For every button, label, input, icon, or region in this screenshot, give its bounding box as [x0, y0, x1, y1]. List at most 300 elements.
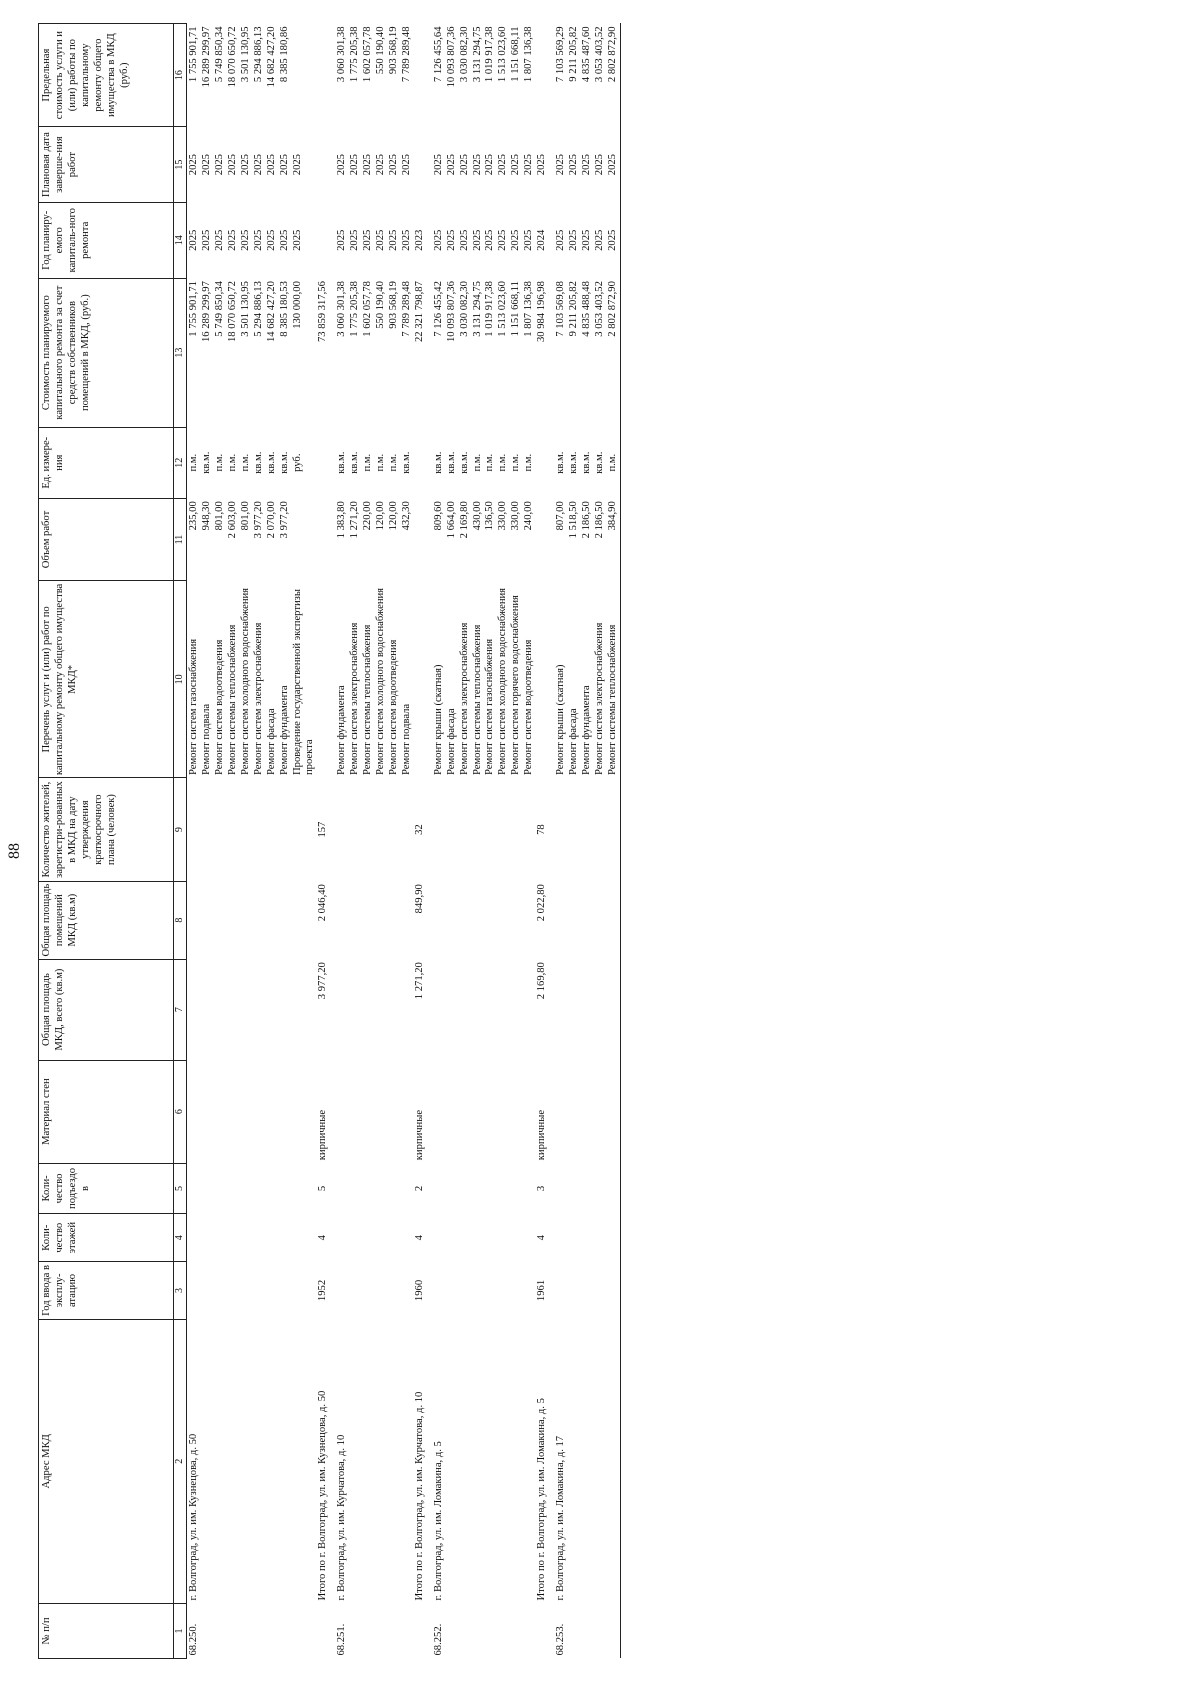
- cell-col-12: кв.м.: [458, 451, 470, 474]
- cell-col-4: [201, 1214, 214, 1262]
- cell-col-9: [388, 778, 401, 881]
- cell-col-12: кв.м.: [555, 451, 567, 474]
- cell-col-11: 1 518,50: [568, 501, 579, 539]
- cell-col-15: 2025: [580, 154, 592, 176]
- cell-col-8: 2 022,80: [536, 884, 548, 922]
- cell-col-12: п.м.: [226, 453, 238, 472]
- column-number-9: 9: [174, 778, 187, 881]
- cell-col-16: 14 682 427,20: [265, 26, 277, 88]
- cell-col-2: [201, 1319, 214, 1603]
- cell-col-13: 7 126 455,42: [432, 281, 444, 337]
- cell-col-9: [459, 778, 472, 881]
- cell-col-9: [349, 778, 362, 881]
- cell-col-6: [497, 1060, 510, 1163]
- cell-col-4: 4: [317, 1235, 329, 1241]
- cell-col-10: [536, 581, 549, 778]
- table-row: [568, 24, 581, 1659]
- column-number-3: 3: [174, 1262, 187, 1319]
- cell-col-13: 1 775 205,38: [349, 281, 361, 337]
- cell-col-11: 430,00: [471, 501, 483, 531]
- cell-col-6: [292, 1060, 318, 1163]
- cell-col-7: [362, 959, 375, 1060]
- cell-col-15: 2025: [568, 154, 579, 176]
- cell-col-3: [201, 1262, 214, 1319]
- cell-col-1: [240, 1603, 253, 1658]
- cell-col-6: [388, 1060, 401, 1163]
- cell-col-8: [484, 881, 497, 959]
- cell-col-13: 3 060 301,38: [336, 281, 348, 337]
- cell-col-14: 2025: [510, 229, 522, 251]
- cell-col-7: [459, 959, 472, 1060]
- cell-col-7: 3 977,20: [317, 962, 329, 1000]
- cell-col-5: 5: [317, 1185, 329, 1192]
- cell-col-4: [388, 1214, 401, 1262]
- cell-col-1: [568, 1603, 581, 1658]
- cell-col-2: [401, 1319, 414, 1603]
- cell-col-16: [536, 24, 549, 127]
- cell-col-11: 2 186,50: [580, 501, 592, 539]
- cell-col-4: [253, 1214, 266, 1262]
- cell-col-15: 2025: [239, 154, 251, 176]
- cell-col-11: 801,00: [239, 501, 251, 531]
- cell-col-2: [510, 1319, 523, 1603]
- cell-col-5: [433, 1163, 446, 1213]
- cell-col-14: 2025: [497, 229, 509, 251]
- column-header-15: Плановая дата заверше-ния работ: [39, 127, 174, 203]
- cell-col-1: [414, 1603, 427, 1658]
- cell-col-2: [607, 1319, 620, 1603]
- cell-col-4: [336, 1214, 349, 1262]
- cell-col-3: 1961: [536, 1279, 548, 1302]
- cell-col-15: 2025: [265, 154, 277, 176]
- cell-col-12: [414, 427, 427, 498]
- cell-col-5: [349, 1163, 362, 1213]
- table-row: [555, 24, 568, 1659]
- cell-col-8: [214, 881, 227, 959]
- total-row: [536, 24, 549, 1659]
- cell-col-8: [375, 881, 388, 959]
- cell-col-2: [240, 1319, 253, 1603]
- cell-col-5: [187, 1163, 201, 1213]
- column-number-14: 14: [174, 202, 187, 278]
- cell-col-14: 2025: [580, 229, 592, 251]
- cell-col-2: [581, 1319, 594, 1603]
- cell-col-3: [459, 1262, 472, 1319]
- cell-col-6: [484, 1060, 497, 1163]
- cell-col-5: [279, 1163, 292, 1213]
- cell-col-10: Ремонт систем электроснабжения: [252, 622, 264, 775]
- cell-col-14: 2025: [568, 229, 579, 251]
- table-row: [433, 24, 446, 1659]
- cell-col-7: [446, 959, 459, 1060]
- table-row: [484, 24, 497, 1659]
- cell-col-11: [414, 498, 427, 581]
- column-number-5: 5: [174, 1163, 187, 1213]
- cell-col-2: Итого по г. Волгоград, ул. им. Курчатова, д. 10: [413, 1391, 425, 1601]
- cell-col-11: 2 169,80: [458, 501, 470, 539]
- cell-col-16: 3 501 130,95: [239, 26, 251, 83]
- table-row: [253, 24, 266, 1659]
- cell-col-15: 2025: [400, 154, 412, 176]
- cell-col-8: [607, 881, 620, 959]
- cell-col-1: [349, 1603, 362, 1658]
- cell-col-10: [414, 581, 427, 778]
- cell-col-5: [497, 1163, 510, 1213]
- cell-col-16: 16 289 299,97: [201, 26, 213, 88]
- cell-col-1: [472, 1603, 485, 1658]
- cell-col-6: [594, 1060, 607, 1163]
- cell-col-9: [336, 778, 349, 881]
- table-row: [497, 24, 510, 1659]
- cell-col-10: [317, 581, 330, 778]
- header-row: [39, 24, 174, 1659]
- cell-col-8: [388, 881, 401, 959]
- cell-col-9: [607, 778, 620, 881]
- cell-col-11: 948,30: [201, 501, 213, 531]
- cell-col-10: Ремонт систем электроснабжения: [593, 622, 605, 775]
- cell-col-6: [472, 1060, 485, 1163]
- cell-col-1: [375, 1603, 388, 1658]
- cell-col-3: [523, 1262, 536, 1319]
- cell-col-2: г. Волгоград, ул. им. Курчатова, д. 10: [336, 1434, 348, 1601]
- table-row: [201, 24, 214, 1659]
- column-number-13: 13: [174, 278, 187, 427]
- cell-col-8: [362, 881, 375, 959]
- column-header-11: Объем работ: [39, 498, 174, 581]
- cell-col-14: 2025: [252, 229, 264, 251]
- cell-col-6: [446, 1060, 459, 1163]
- cell-col-11: 1 664,00: [445, 501, 457, 539]
- cell-col-13: 7 103 569,08: [555, 281, 567, 337]
- cell-col-11: 220,00: [362, 501, 374, 531]
- cell-col-2: [214, 1319, 227, 1603]
- cell-col-7: [401, 959, 414, 1060]
- cell-col-1: [607, 1603, 620, 1658]
- cell-col-10: Ремонт системы теплоснабжения: [362, 624, 374, 775]
- cell-col-8: [187, 881, 201, 959]
- cell-col-5: [472, 1163, 485, 1213]
- cell-col-11: [317, 498, 330, 581]
- cell-col-1: 68.253.: [555, 1623, 567, 1656]
- cell-col-12: кв.м.: [278, 451, 290, 474]
- cell-col-4: [375, 1214, 388, 1262]
- cell-col-3: [388, 1262, 401, 1319]
- cell-col-5: [484, 1163, 497, 1213]
- cell-col-4: [240, 1214, 253, 1262]
- table-row: [214, 24, 227, 1659]
- cell-col-2: [279, 1319, 292, 1603]
- cell-col-10: Ремонт фундамента: [580, 685, 592, 775]
- cell-col-1: [362, 1603, 375, 1658]
- cell-col-7: [240, 959, 253, 1060]
- cell-col-10: Ремонт фасада: [445, 708, 457, 775]
- cell-col-8: [433, 881, 446, 959]
- cell-col-5: [594, 1163, 607, 1213]
- column-header-6: Материал стен: [39, 1060, 174, 1163]
- cell-col-15: 2025: [555, 154, 567, 176]
- cell-col-2: [523, 1319, 536, 1603]
- cell-col-5: [523, 1163, 536, 1213]
- column-number-6: 6: [174, 1060, 187, 1163]
- table-row: [279, 24, 292, 1659]
- cell-col-14: 2023: [413, 229, 425, 251]
- cell-col-1: 68.250.: [188, 1623, 200, 1656]
- cell-col-13: 73 859 317,56: [317, 281, 329, 343]
- cell-col-7: [349, 959, 362, 1060]
- column-header-10: Перечень услуг и (или) работ по капитальному ремонту общего имущества МКД*: [39, 581, 174, 778]
- cell-col-7: [472, 959, 485, 1060]
- cell-col-6: [555, 1060, 568, 1163]
- cell-col-12: кв.м.: [580, 451, 592, 474]
- cell-col-16: 4 835 487,60: [580, 26, 592, 83]
- cell-col-1: 68.251.: [336, 1623, 348, 1656]
- cell-col-14: 2025: [388, 229, 400, 251]
- cell-col-16: 1 151 668,11: [510, 26, 522, 82]
- cell-col-10: Ремонт систем газоснабжения: [188, 638, 200, 775]
- cell-col-14: 2025: [471, 229, 483, 251]
- cell-col-11: 2 070,00: [265, 501, 277, 539]
- cell-col-14: 2024: [536, 229, 548, 251]
- cell-col-6: [266, 1060, 279, 1163]
- cell-col-11: 235,00: [188, 501, 200, 531]
- cell-col-16: 5 294 886,13: [252, 26, 264, 83]
- cell-col-14: 2025: [201, 229, 213, 251]
- cell-col-5: [266, 1163, 279, 1213]
- cell-col-2: [227, 1319, 240, 1603]
- cell-col-16: 3 053 403,52: [593, 26, 605, 83]
- table-row: [349, 24, 362, 1659]
- cell-col-14: 2025: [445, 229, 457, 251]
- cell-col-3: [401, 1262, 414, 1319]
- cell-col-9: [555, 778, 568, 881]
- cell-col-16: 8 385 180,86: [278, 26, 290, 83]
- cell-col-12: п.м.: [362, 453, 374, 472]
- cell-col-6: [201, 1060, 214, 1163]
- cell-col-9: [523, 778, 536, 881]
- cell-col-2: г. Волгоград, ул. им. Ломакина, д. 5: [432, 1441, 444, 1601]
- cell-col-10: Ремонт фундамента: [336, 685, 348, 775]
- cell-col-13: 3 053 403,52: [593, 281, 605, 337]
- cell-col-4: 4: [536, 1235, 548, 1241]
- cell-col-13: 16 289 299,97: [201, 281, 213, 343]
- cell-col-10: Ремонт крыши (скатная): [555, 664, 567, 775]
- cell-col-13: 3 501 130,95: [239, 281, 251, 337]
- cell-col-5: [510, 1163, 523, 1213]
- cell-col-11: 809,60: [432, 501, 444, 531]
- cell-col-1: [201, 1603, 214, 1658]
- cell-col-15: 2025: [201, 154, 213, 176]
- cell-col-1: [497, 1603, 510, 1658]
- cell-col-2: [446, 1319, 459, 1603]
- column-header-1: № п/п: [39, 1603, 174, 1658]
- cell-col-3: 1952: [317, 1279, 329, 1302]
- cell-col-10: Ремонт систем электроснабжения: [349, 622, 361, 775]
- cell-col-6: [607, 1060, 620, 1163]
- cell-col-11: 240,00: [523, 501, 535, 531]
- cell-col-11: 120,00: [388, 501, 400, 531]
- cell-col-2: [266, 1319, 279, 1603]
- cell-col-1: [279, 1603, 292, 1658]
- cell-col-3: [336, 1262, 349, 1319]
- cell-col-11: 330,00: [497, 501, 509, 531]
- cell-col-16: 5 749 850,34: [214, 26, 226, 83]
- cell-col-13: 10 093 807,36: [445, 281, 457, 343]
- cell-col-16: [414, 24, 427, 127]
- cell-col-3: [187, 1262, 201, 1319]
- cell-col-6: [523, 1060, 536, 1163]
- cell-col-4: [510, 1214, 523, 1262]
- column-number-8: 8: [174, 881, 187, 959]
- cell-col-10: Ремонт крыши (скатная): [432, 664, 444, 775]
- cell-col-8: [581, 881, 594, 959]
- cell-col-12: п.м.: [388, 453, 400, 472]
- cell-col-6: [362, 1060, 375, 1163]
- cell-col-16: 3 030 082,30: [458, 26, 470, 83]
- cell-col-6: [510, 1060, 523, 1163]
- cell-col-2: [349, 1319, 362, 1603]
- cell-col-14: 2025: [400, 229, 412, 251]
- cell-col-15: 2025: [278, 154, 290, 176]
- cell-col-13: 1 151 668,11: [510, 281, 522, 337]
- cell-col-8: [240, 881, 253, 959]
- cell-col-11: 120,00: [375, 501, 387, 531]
- cell-col-9: [568, 778, 581, 881]
- table-row: [446, 24, 459, 1659]
- cell-col-4: [459, 1214, 472, 1262]
- cell-col-13: 5 749 850,34: [214, 281, 226, 337]
- column-header-14: Год планиру-емого капиталь-ного ремонта: [39, 202, 174, 278]
- cell-col-4: 4: [413, 1235, 425, 1241]
- cell-col-16: 7 789 289,48: [400, 26, 412, 83]
- cell-col-11: 801,00: [214, 501, 226, 531]
- cell-col-2: [594, 1319, 607, 1603]
- cell-col-2: г. Волгоград, ул. им. Ломакина, д. 17: [555, 1435, 567, 1601]
- cell-col-16: 550 190,40: [375, 26, 387, 75]
- cell-col-11: 3 977,20: [278, 501, 290, 539]
- cell-col-3: [433, 1262, 446, 1319]
- cell-col-4: [484, 1214, 497, 1262]
- cell-col-10: Ремонт системы теплоснабжения: [226, 624, 238, 775]
- cell-col-5: [388, 1163, 401, 1213]
- cell-col-13: 1 807 136,38: [523, 281, 535, 337]
- cell-col-12: [536, 427, 549, 498]
- cell-col-3: [581, 1262, 594, 1319]
- cell-col-16: [292, 24, 318, 127]
- cell-col-16: 903 568,19: [388, 26, 400, 75]
- cell-col-9: [472, 778, 485, 881]
- capital-repair-table: [38, 23, 621, 1659]
- cell-col-10: Ремонт систем холодного водоснабжения: [375, 587, 387, 775]
- cell-col-2: Итого по г. Волгоград, ул. им. Кузнецова, д. 50: [317, 1390, 329, 1601]
- cell-col-9: [581, 778, 594, 881]
- cell-col-15: 2025: [445, 154, 457, 176]
- table-row: [292, 24, 318, 1659]
- cell-col-10: Ремонт систем холодного водоснабжения: [239, 587, 251, 775]
- cell-col-9: [240, 778, 253, 881]
- cell-col-15: 2025: [214, 154, 226, 176]
- cell-col-15: 2025: [349, 154, 361, 176]
- cell-col-3: [594, 1262, 607, 1319]
- cell-col-14: 2025: [336, 229, 348, 251]
- cell-col-12: руб.: [291, 453, 303, 472]
- cell-col-14: 2025: [593, 229, 605, 251]
- cell-col-5: [607, 1163, 620, 1213]
- cell-col-4: [497, 1214, 510, 1262]
- cell-col-8: [555, 881, 568, 959]
- column-number-12: 12: [174, 427, 187, 498]
- cell-col-2: [375, 1319, 388, 1603]
- cell-col-10: Ремонт системы теплоснабжения: [471, 624, 483, 775]
- cell-col-4: [362, 1214, 375, 1262]
- column-number-2: 2: [174, 1319, 187, 1603]
- cell-col-12: [317, 427, 330, 498]
- cell-col-5: [362, 1163, 375, 1213]
- table-row: [510, 24, 523, 1659]
- cell-col-9: [510, 778, 523, 881]
- cell-col-12: п.м.: [523, 453, 535, 472]
- cell-col-7: [227, 959, 240, 1060]
- cell-col-1: [401, 1603, 414, 1658]
- table-row: [472, 24, 485, 1659]
- cell-col-7: [375, 959, 388, 1060]
- cell-col-13: 1 602 057,78: [362, 281, 374, 337]
- cell-col-6: [279, 1060, 292, 1163]
- column-number-15: 15: [174, 127, 187, 203]
- cell-col-11: 1 383,80: [336, 501, 348, 539]
- cell-col-1: [594, 1603, 607, 1658]
- cell-col-13: 1 755 901,71: [188, 281, 200, 337]
- cell-col-8: [227, 881, 240, 959]
- cell-col-14: 2025: [362, 229, 374, 251]
- cell-col-7: [594, 959, 607, 1060]
- cell-col-12: кв.м.: [252, 451, 264, 474]
- cell-col-16: 3 131 294,75: [471, 26, 483, 83]
- cell-col-13: 130 000,00: [291, 281, 303, 329]
- cell-col-10: Ремонт систем горячего водоснабжения: [510, 595, 522, 775]
- cell-col-9: [279, 778, 292, 881]
- cell-col-3: [555, 1262, 568, 1319]
- cell-col-16: 18 070 650,72: [226, 26, 238, 88]
- cell-col-1: [523, 1603, 536, 1658]
- cell-col-14: 2025: [239, 229, 251, 251]
- column-header-13: Стоимость планируемого капитального ремонта за счет средств собственников помещений в МКД, (руб.): [39, 278, 174, 427]
- page-number: 88: [6, 843, 23, 859]
- cell-col-16: 7 126 455,64: [432, 26, 444, 83]
- cell-col-12: кв.м.: [336, 451, 348, 474]
- cell-col-12: п.м.: [607, 427, 620, 498]
- cell-col-12: кв.м.: [568, 451, 579, 474]
- cell-col-8: [401, 881, 414, 959]
- cell-col-1: [266, 1603, 279, 1658]
- cell-col-9: [433, 778, 446, 881]
- cell-col-5: [336, 1163, 349, 1213]
- cell-col-7: [433, 959, 446, 1060]
- cell-col-14: 2025: [214, 229, 226, 251]
- cell-col-14: 2025: [458, 229, 470, 251]
- cell-col-4: [349, 1214, 362, 1262]
- cell-col-15: [317, 127, 330, 203]
- cell-col-11: 2 603,00: [226, 501, 238, 539]
- cell-col-8: [253, 881, 266, 959]
- cell-col-4: [227, 1214, 240, 1262]
- cell-col-16: 10 093 807,36: [445, 26, 457, 88]
- cell-col-4: [523, 1214, 536, 1262]
- cell-col-12: кв.м.: [349, 451, 361, 474]
- cell-col-11: 432,30: [400, 501, 412, 531]
- column-header-8: Общая площадь помещений МКД (кв.м): [39, 881, 174, 959]
- cell-col-13: 550 190,40: [375, 281, 387, 329]
- cell-col-1: [459, 1603, 472, 1658]
